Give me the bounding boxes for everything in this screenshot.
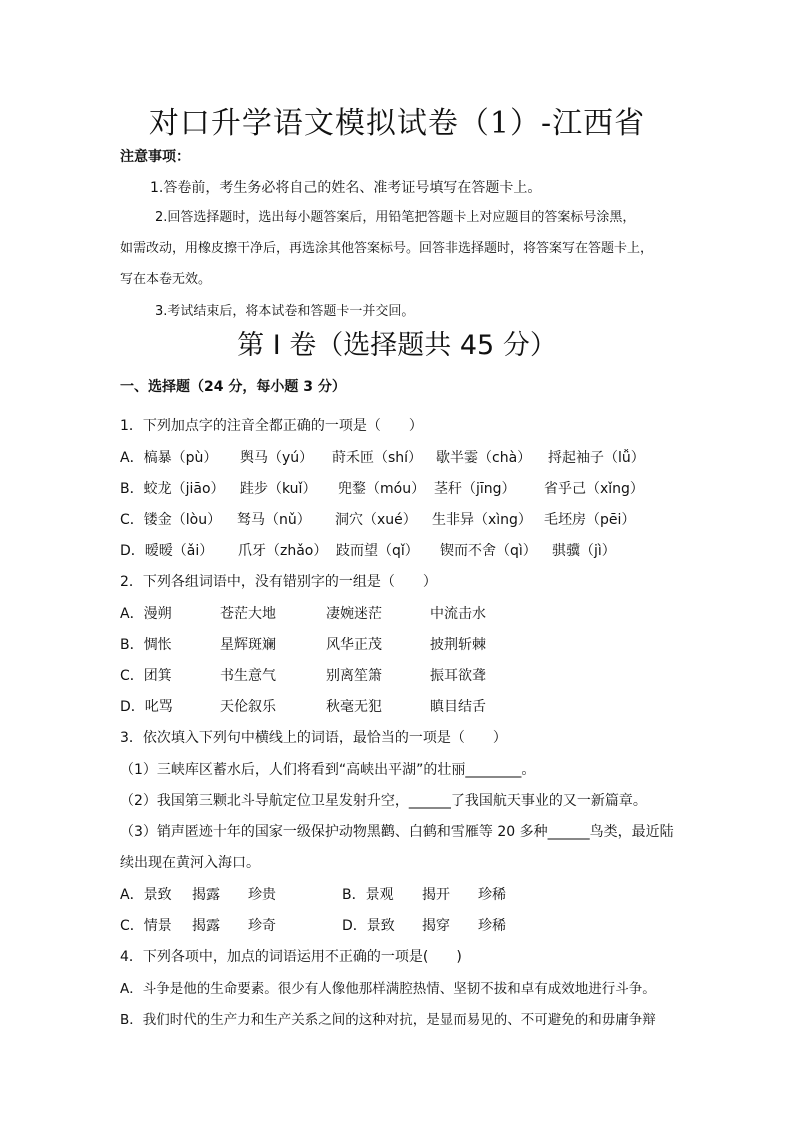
q2-option-cell: 别离笙箫 [326,668,382,684]
q1-option-cell: 舆马（yú） [240,450,314,466]
notice-heading: 注意事项： [120,149,190,165]
q1-option-cell: 兜鍪（móu） [338,481,426,497]
q1-option-cell: 生非异（xìng） [432,512,532,528]
q3-option-cell: 珍贵 [248,887,276,903]
q2-option-cell: C．团箕 [120,668,172,684]
q1-option-cell: 跂而望（qǐ） [336,543,419,559]
notice-item-1: 1.答卷前，考生务必将自己的姓名、准考证号填写在答题卡上。 [150,180,542,196]
q2-option-cell: 振耳欲聋 [430,668,486,684]
q2-option-cell: A．漫朔 [120,606,172,622]
q3-option-cell: D．景致 [342,918,395,934]
q1-option-cell: C．镂金（lòu） [120,512,222,528]
q2-option-cell: 苍茫大地 [220,606,276,622]
q4-option-a: A．斗争是他的生命要素。很少有人像他那样满腔热情、坚韧不拔和卓有成效地进行斗争。 [120,981,656,997]
q3-sentence-3-line-1: （3）销声匿迹十年的国家一级保护动物黑鹳、白鹤和雪雁等 20 多种______鸟类，最近陆 [120,824,674,840]
q2-option-cell: B．惆怅 [120,637,172,653]
q2-option-cell: 秋毫无犯 [326,699,382,715]
notice-item-3: 3.考试结束后，将本试卷和答题卡一并交回。 [155,304,415,319]
q1-option-cell: 毛坯房（pēi） [544,512,636,528]
q1-option-cell: 歇半霎（chà） [436,450,532,466]
q3-option-cell: 珍奇 [248,918,276,934]
notice-item-2-line-3: 写在本卷无效。 [120,272,212,287]
q3-option-cell: 揭露 [192,887,220,903]
q1-option-cell: 跬步（kuǐ） [240,481,317,497]
volume-title: 第 I 卷（选择题共 45 分） [237,330,557,361]
q2-option-cell: 披荆斩棘 [430,637,486,653]
q1-option-cell: 洞穴（xué） [335,512,417,528]
section-heading: 一、选择题（24 分，每小题 3 分） [120,379,346,395]
q2-option-cell: 书生意气 [220,668,276,684]
q1-stem: 1．下列加点字的注音全都正确的一项是（ ） [120,418,423,434]
q1-option-cell: 茎秆（jīng） [434,481,516,497]
q2-option-cell: 凄婉迷茫 [326,606,382,622]
q3-option-cell: 揭开 [422,887,450,903]
q2-option-cell: 星辉斑斓 [220,637,276,653]
q2-option-cell: 中流击水 [430,606,486,622]
q2-option-cell: D．叱骂 [120,699,173,715]
q1-option-cell: A．槁暴（pù） [120,450,218,466]
q1-option-cell: D．暧暧（ǎi） [120,543,214,559]
q3-option-cell: 揭露 [192,918,220,934]
q1-option-cell: 省乎己（xǐng） [544,481,644,497]
q3-stem: 3．依次填入下列句中横线上的词语，最恰当的一项是（ ） [120,730,507,746]
q1-option-cell: 驽马（nǔ） [237,512,311,528]
q3-option-cell: 揭穿 [422,918,450,934]
q1-option-cell: 莳禾匝（shí） [332,450,423,466]
q3-option-cell: A．景致 [120,887,172,903]
notice-item-2-line-2: 如需改动，用橡皮擦干净后，再选涂其他答案标号。回答非选择题时，将答案写在答题卡上， [120,241,654,256]
page-title: 对口升学语文模拟试卷（1）-江西省 [148,106,646,141]
q2-option-cell: 瞋目结舌 [430,699,486,715]
q2-option-cell: 天伦叙乐 [220,699,276,715]
notice-item-2-line-1: 2.回答选择题时，选出每小题答案后，用铅笔把答题卡上对应题目的答案标号涂黑， [155,210,636,225]
q3-option-cell: 珍稀 [478,887,506,903]
q1-option-cell: 锲而不舍（qì） [440,543,537,559]
q4-stem: 4．下列各项中，加点的词语运用不正确的一项是( ) [120,949,462,965]
q2-option-cell: 风华正茂 [326,637,382,653]
q1-option-cell: 爪牙（zhǎo） [238,543,328,559]
q1-option-cell: 捋起袖子（lǚ） [548,450,645,466]
q1-option-cell: B．蛟龙（jiāo） [120,481,225,497]
q3-sentence-3-line-2: 续出现在黄河入海口。 [120,855,260,871]
q1-option-cell: 骐骥（jì） [552,543,616,559]
q4-option-b: B．我们时代的生产力和生产关系之间的这种对抗，是显而易见的、不可避免的和毋庸争辩 [120,1012,656,1028]
q2-stem: 2．下列各组词语中，没有错别字的一组是（ ） [120,574,437,590]
q3-option-cell: 珍稀 [478,918,506,934]
q3-option-cell: C．情景 [120,918,172,934]
q3-option-cell: B．景观 [342,887,394,903]
q3-sentence-2: （2）我国第三颗北斗导航定位卫星发射升空，______了我国航天事业的又一新篇章。 [120,793,647,809]
q3-sentence-1: （1）三峡库区蓄水后，人们将看到“高峡出平湖”的壮丽________。 [120,762,536,778]
